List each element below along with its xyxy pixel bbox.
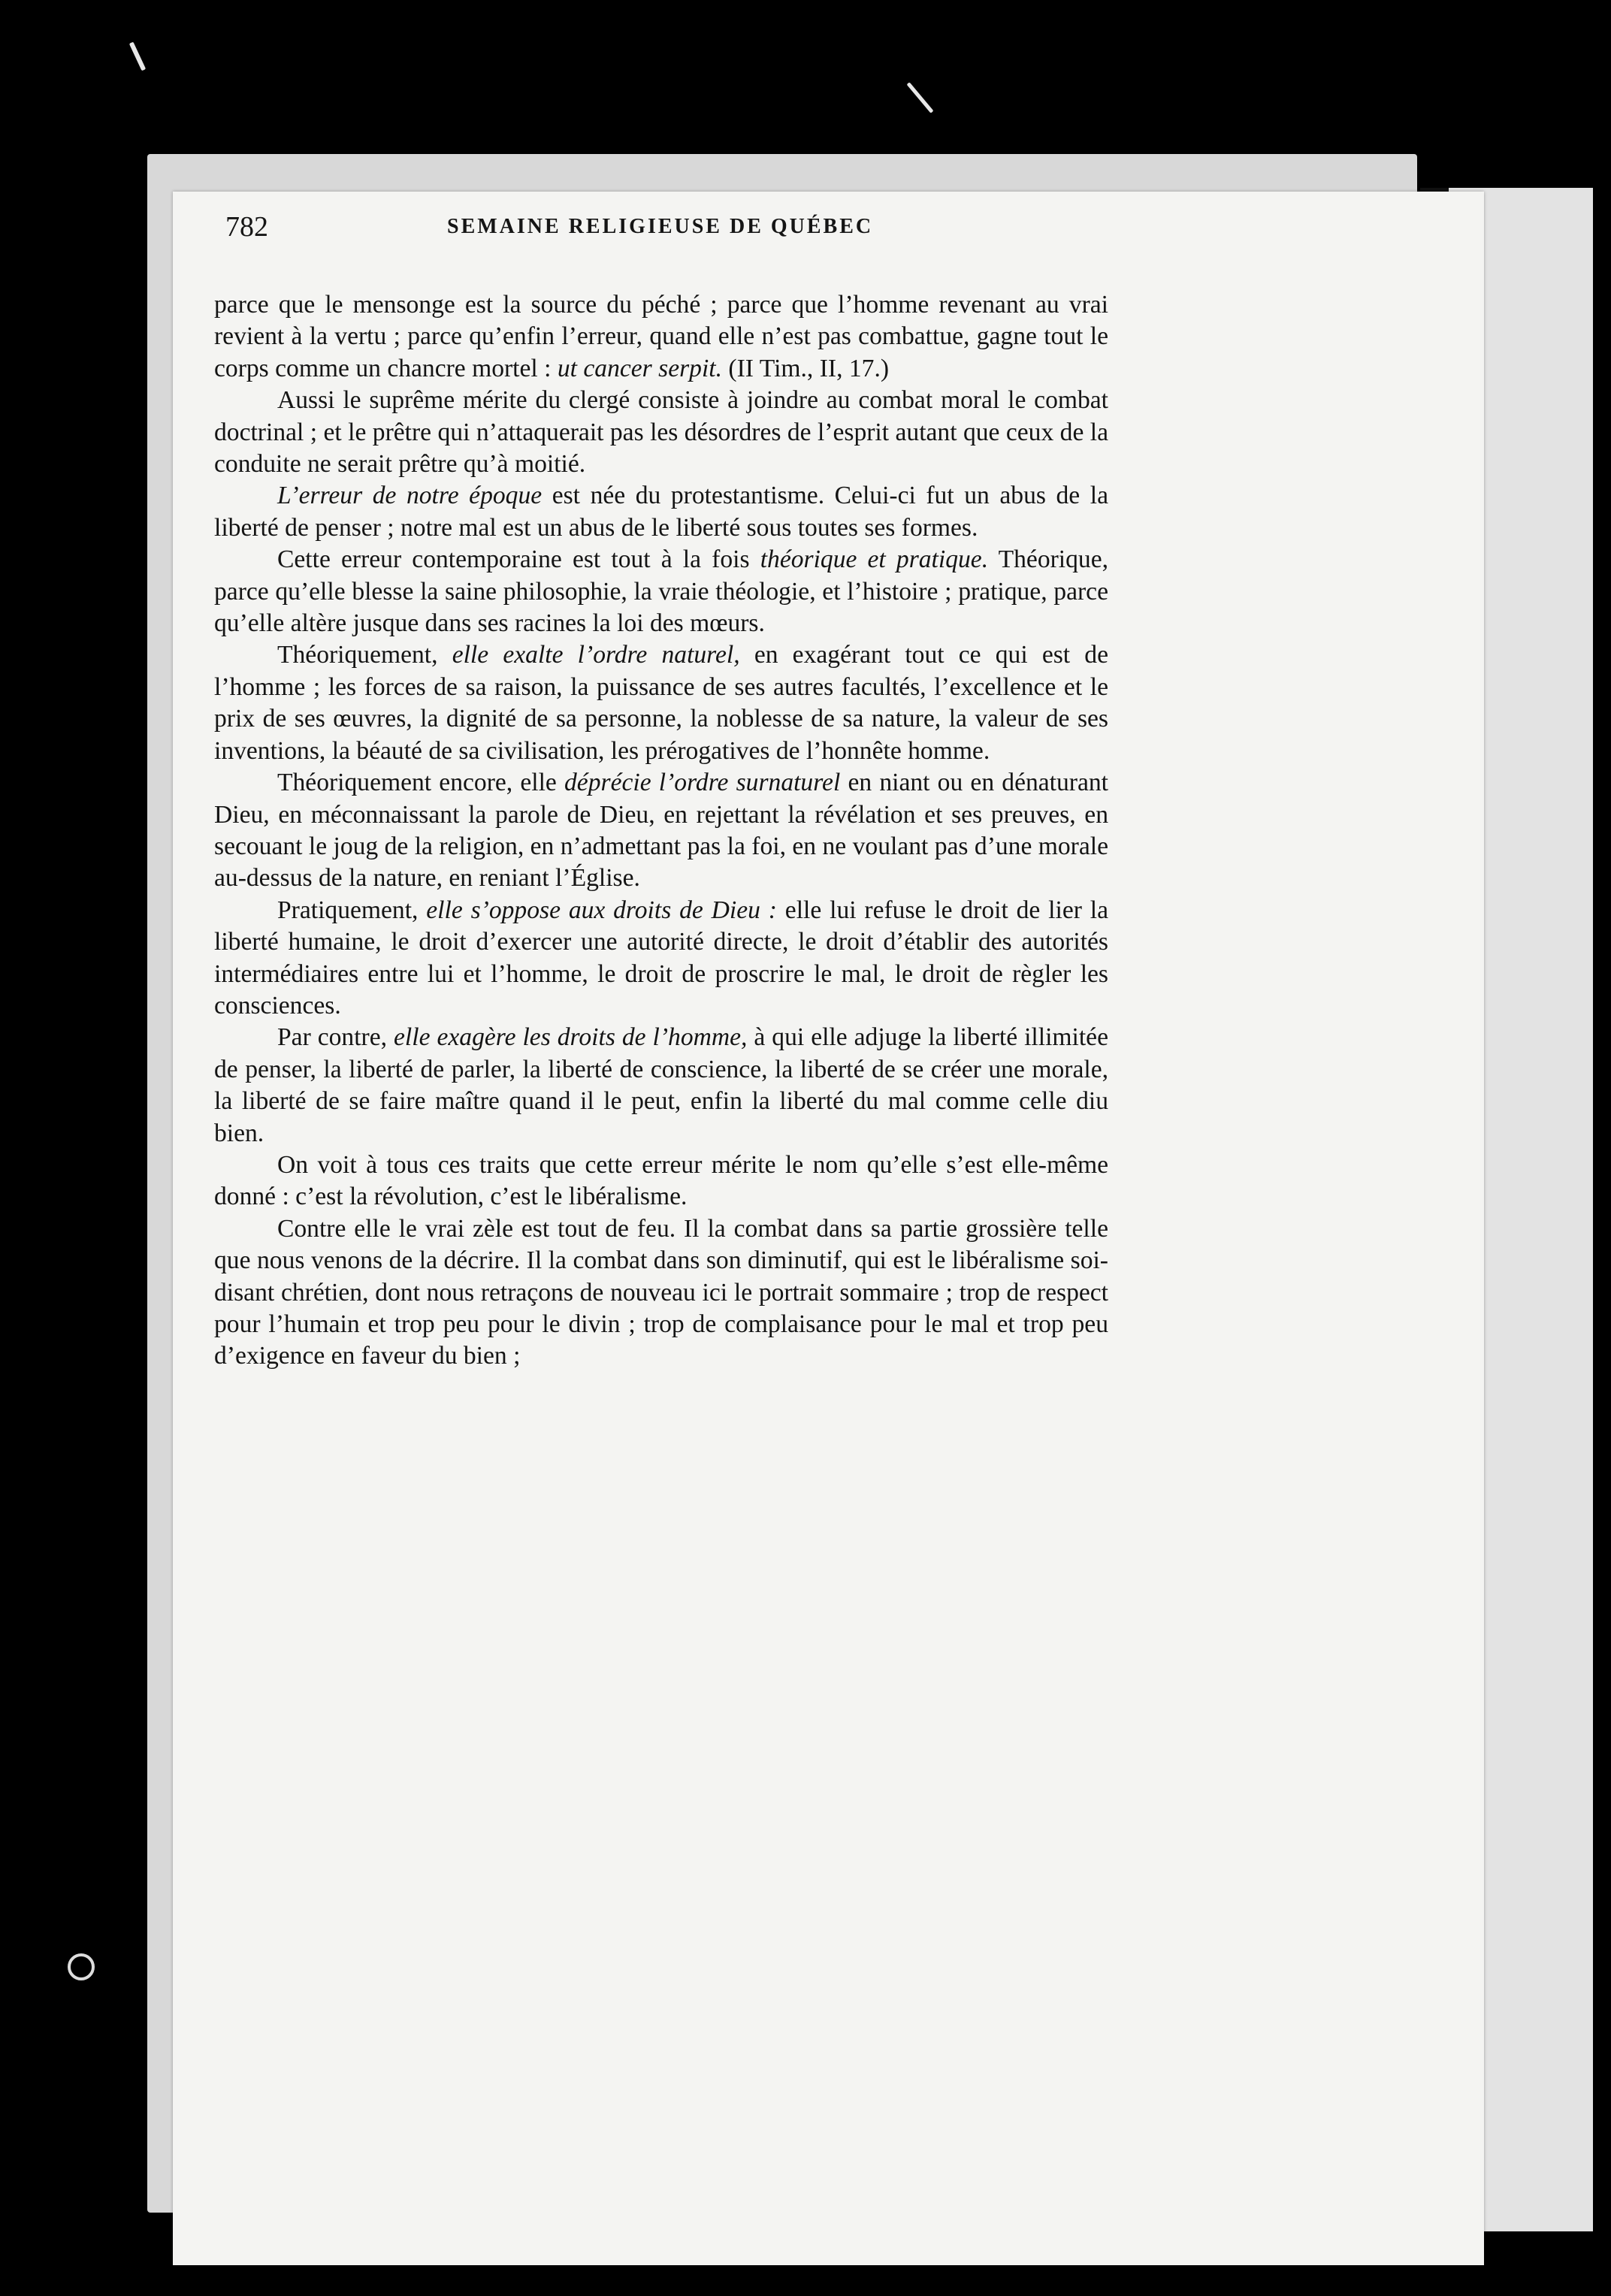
paragraph: [214, 385, 1108, 480]
film-scratch: [907, 82, 934, 113]
text-run: Théoriquement,: [277, 641, 452, 669]
italic-text: L’erreur de notre époque: [277, 482, 543, 510]
paragraph: [214, 1213, 1108, 1373]
paragraph: [214, 289, 1108, 385]
text-run: à qui elle adjuge la liberté illimitée de penser, la liberté de parler, la liberté de conscience, la liberté de se créer une morale, la liberté de se faire maître quand il le peut, enfin la liberté du mal comme celle diu bien.: [214, 1023, 1108, 1147]
text-run: Cette erreur contemporaine est tout à la fois: [277, 545, 760, 574]
film-scratch: [129, 42, 146, 71]
paragraph: [214, 480, 1108, 544]
paragraph: [214, 1022, 1108, 1150]
italic-text: elle exalte l’ordre naturel,: [452, 641, 740, 669]
text-run: Contre elle le vrai zèle est tout de feu. Il la combat dans sa partie grossière telle que nous venons de la décrire. Il la combat dans son diminutif, qui est le libéralisme soi-disant chrétien, dont nous retraçons de nouveau ici le portrait sommaire ; trop de respect pour l’humain et trop peu pour le divin ; trop de complaisance pour le mal et trop peu d’exigence en faveur du bien ;: [214, 1214, 1108, 1370]
text-run: Théoriquement encore, elle: [277, 769, 565, 797]
text-run: Par contre,: [277, 1023, 394, 1052]
text-run: parce que le mensonge est la source du péché ; parce que l’homme revenant au vrai revient à la vertu ; parce qu’enfin l’erreur, quand elle n’est pas combattue, gagne tout le corps comme un chancre mortel :: [214, 291, 1108, 382]
italic-text: théorique et pratique.: [760, 545, 989, 574]
running-head: SEMAINE RELIGIEUSE DE QUÉBEC: [447, 215, 874, 238]
paragraph: [214, 895, 1108, 1023]
text-run: Aussi le suprême mérite du clergé consiste à joindre au combat moral le combat doctrinal ; et le prêtre qui n’attaquerait pas les désordres de l’esprit autant que ceux de la conduite ne serait prêtre qu’à moitié.: [214, 386, 1108, 479]
text-run: en niant ou en dénaturant Dieu, en méconnaissant la parole de Dieu, en rejettant la révélation et ses preuves, en secouant le joug de la religion, en n’admettant pas la foi, en ne voulant pas d’une morale au-dessus de la nature, en reniant l’Église.: [214, 769, 1109, 893]
text-run: est née du protestantisme. Celui-ci fut un abus de la liberté de penser ; notre mal est un abus de le liberté sous toutes ses formes.: [214, 482, 1108, 542]
text-run: On voit à tous ces traits que cette erreur mérite le nom qu’elle s’est elle-même donné : c’est la révolution, c’est le libéralisme.: [214, 1150, 1108, 1211]
film-blemish: [68, 1953, 95, 1980]
page-number: 782: [225, 211, 268, 243]
paragraph: [214, 1150, 1108, 1213]
body-text: [214, 289, 1108, 1373]
page-header: [225, 210, 1127, 255]
text-run: (II Tim., II, 17.): [722, 354, 890, 382]
text-run: elle lui refuse le droit de lier la liberté humaine, le droit d’exercer une autorité directe, le droit d’établir des autorités intermédiaires entre lui et l’homme, le droit de proscrire le mal, le droit de règler les consciences.: [214, 896, 1108, 1020]
italic-text: ut cancer serpit.: [557, 354, 723, 382]
paragraph: [214, 639, 1108, 767]
italic-text: elle s’oppose aux droits de Dieu :: [426, 896, 777, 924]
text-run: en exagérant tout ce qui est de l’homme ; les forces de sa raison, la puissance de ses autres facultés, l’excellence et le prix de ses œuvres, la dignité de sa personne, la noblesse de sa nature, la valeur de ses inventions, la béauté de sa civilisation, les prérogatives de l’honnête homme.: [214, 641, 1108, 765]
paragraph: [214, 767, 1108, 895]
text-run: Théorique, parce qu’elle blesse la saine philosophie, la vraie théologie, et l’histoire ; pratique, parce qu’elle altère jusque dans ses racines la loi des mœurs.: [214, 545, 1109, 638]
paragraph: [214, 544, 1108, 639]
italic-text: déprécie l’ordre surnaturel: [564, 769, 841, 797]
text-run: Pratiquement,: [277, 896, 427, 924]
italic-text: elle exagère les droits de l’homme,: [394, 1023, 748, 1052]
